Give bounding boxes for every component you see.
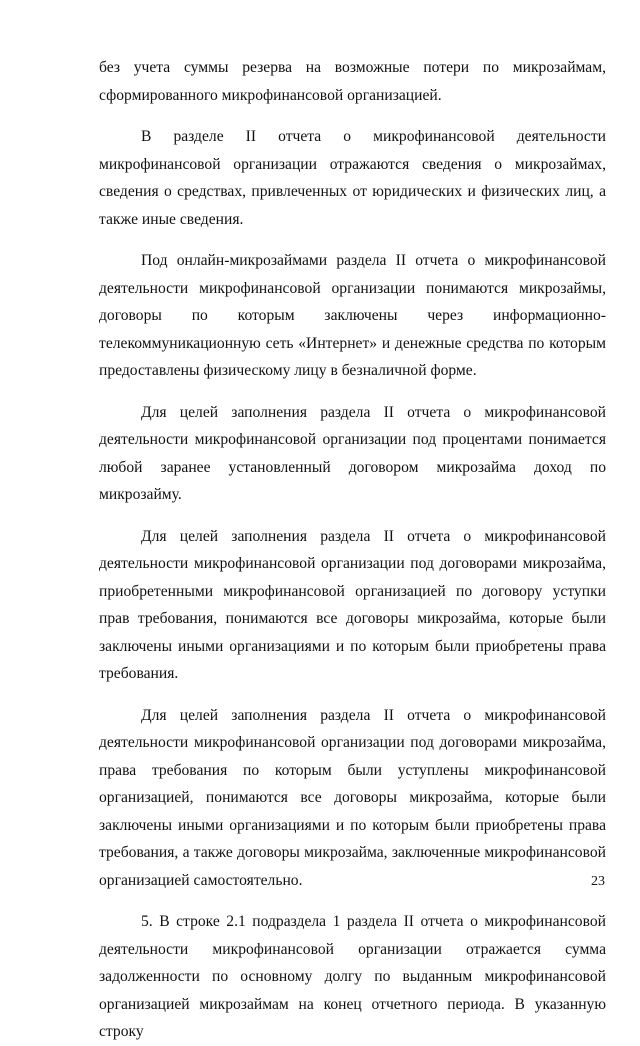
page-number: 23	[591, 874, 605, 889]
paragraph-continuation: без учета суммы резерва на возможные потери по микрозаймам, сформированного микрофинансовой организацией.	[99, 59, 606, 104]
paragraph-item-5: 5. В строке 2.1 подраздела 1 раздела II отчета о микрофинансовой деятельности микрофинансовой организации отражается сумма задолженности по основному долгу по выданным микрофинансовой организацией микрозаймам на конец отчетного периода. В указанную строку	[99, 913, 606, 1040]
paragraph-online-microloans: Под онлайн-микрозаймами раздела II отчета о микрофинансовой деятельности микрофинансовой организации понимаются микрозаймы, договоры по которым заключены через информационно-телекоммуникационную сеть «Интернет» и денежные средства по которым предоставлены физическому лицу в безналичной форме.	[99, 252, 606, 379]
paragraph-section-ii: В разделе II отчета о микрофинансовой деятельности микрофинансовой организации отражаются сведения о микрозаймах, сведения о средствах, привлеченных от юридических и физических лиц, а также иные сведения.	[99, 128, 606, 228]
paragraph-acquired-contracts: Для целей заполнения раздела II отчета о микрофинансовой деятельности микрофинансовой организации под договорами микрозайма, приобретенными микрофинансовой организацией по договору уступки прав требования, понимаются все договоры микрозайма, которые были заключены иными организациями и по которым были приобретены права требования.	[99, 527, 606, 682]
page-body	[99, 54, 606, 1046]
paragraph-interest: Для целей заполнения раздела II отчета о микрофинансовой деятельности микрофинансовой организации под процентами понимается любой заранее установленный договором микрозайма доход по микрозайму.	[99, 403, 606, 503]
paragraph-assigned-contracts: Для целей заполнения раздела II отчета о микрофинансовой деятельности микрофинансовой организации под договорами микрозайма, права требования по которым были уступлены микрофинансовой организацией, понимаются все договоры микрозайма, которые были заключены иными организациями и по которым были приобретены права требования, а также договоры микрозайма, заключенные микрофинансовой организацией самостоятельно.	[99, 706, 606, 889]
